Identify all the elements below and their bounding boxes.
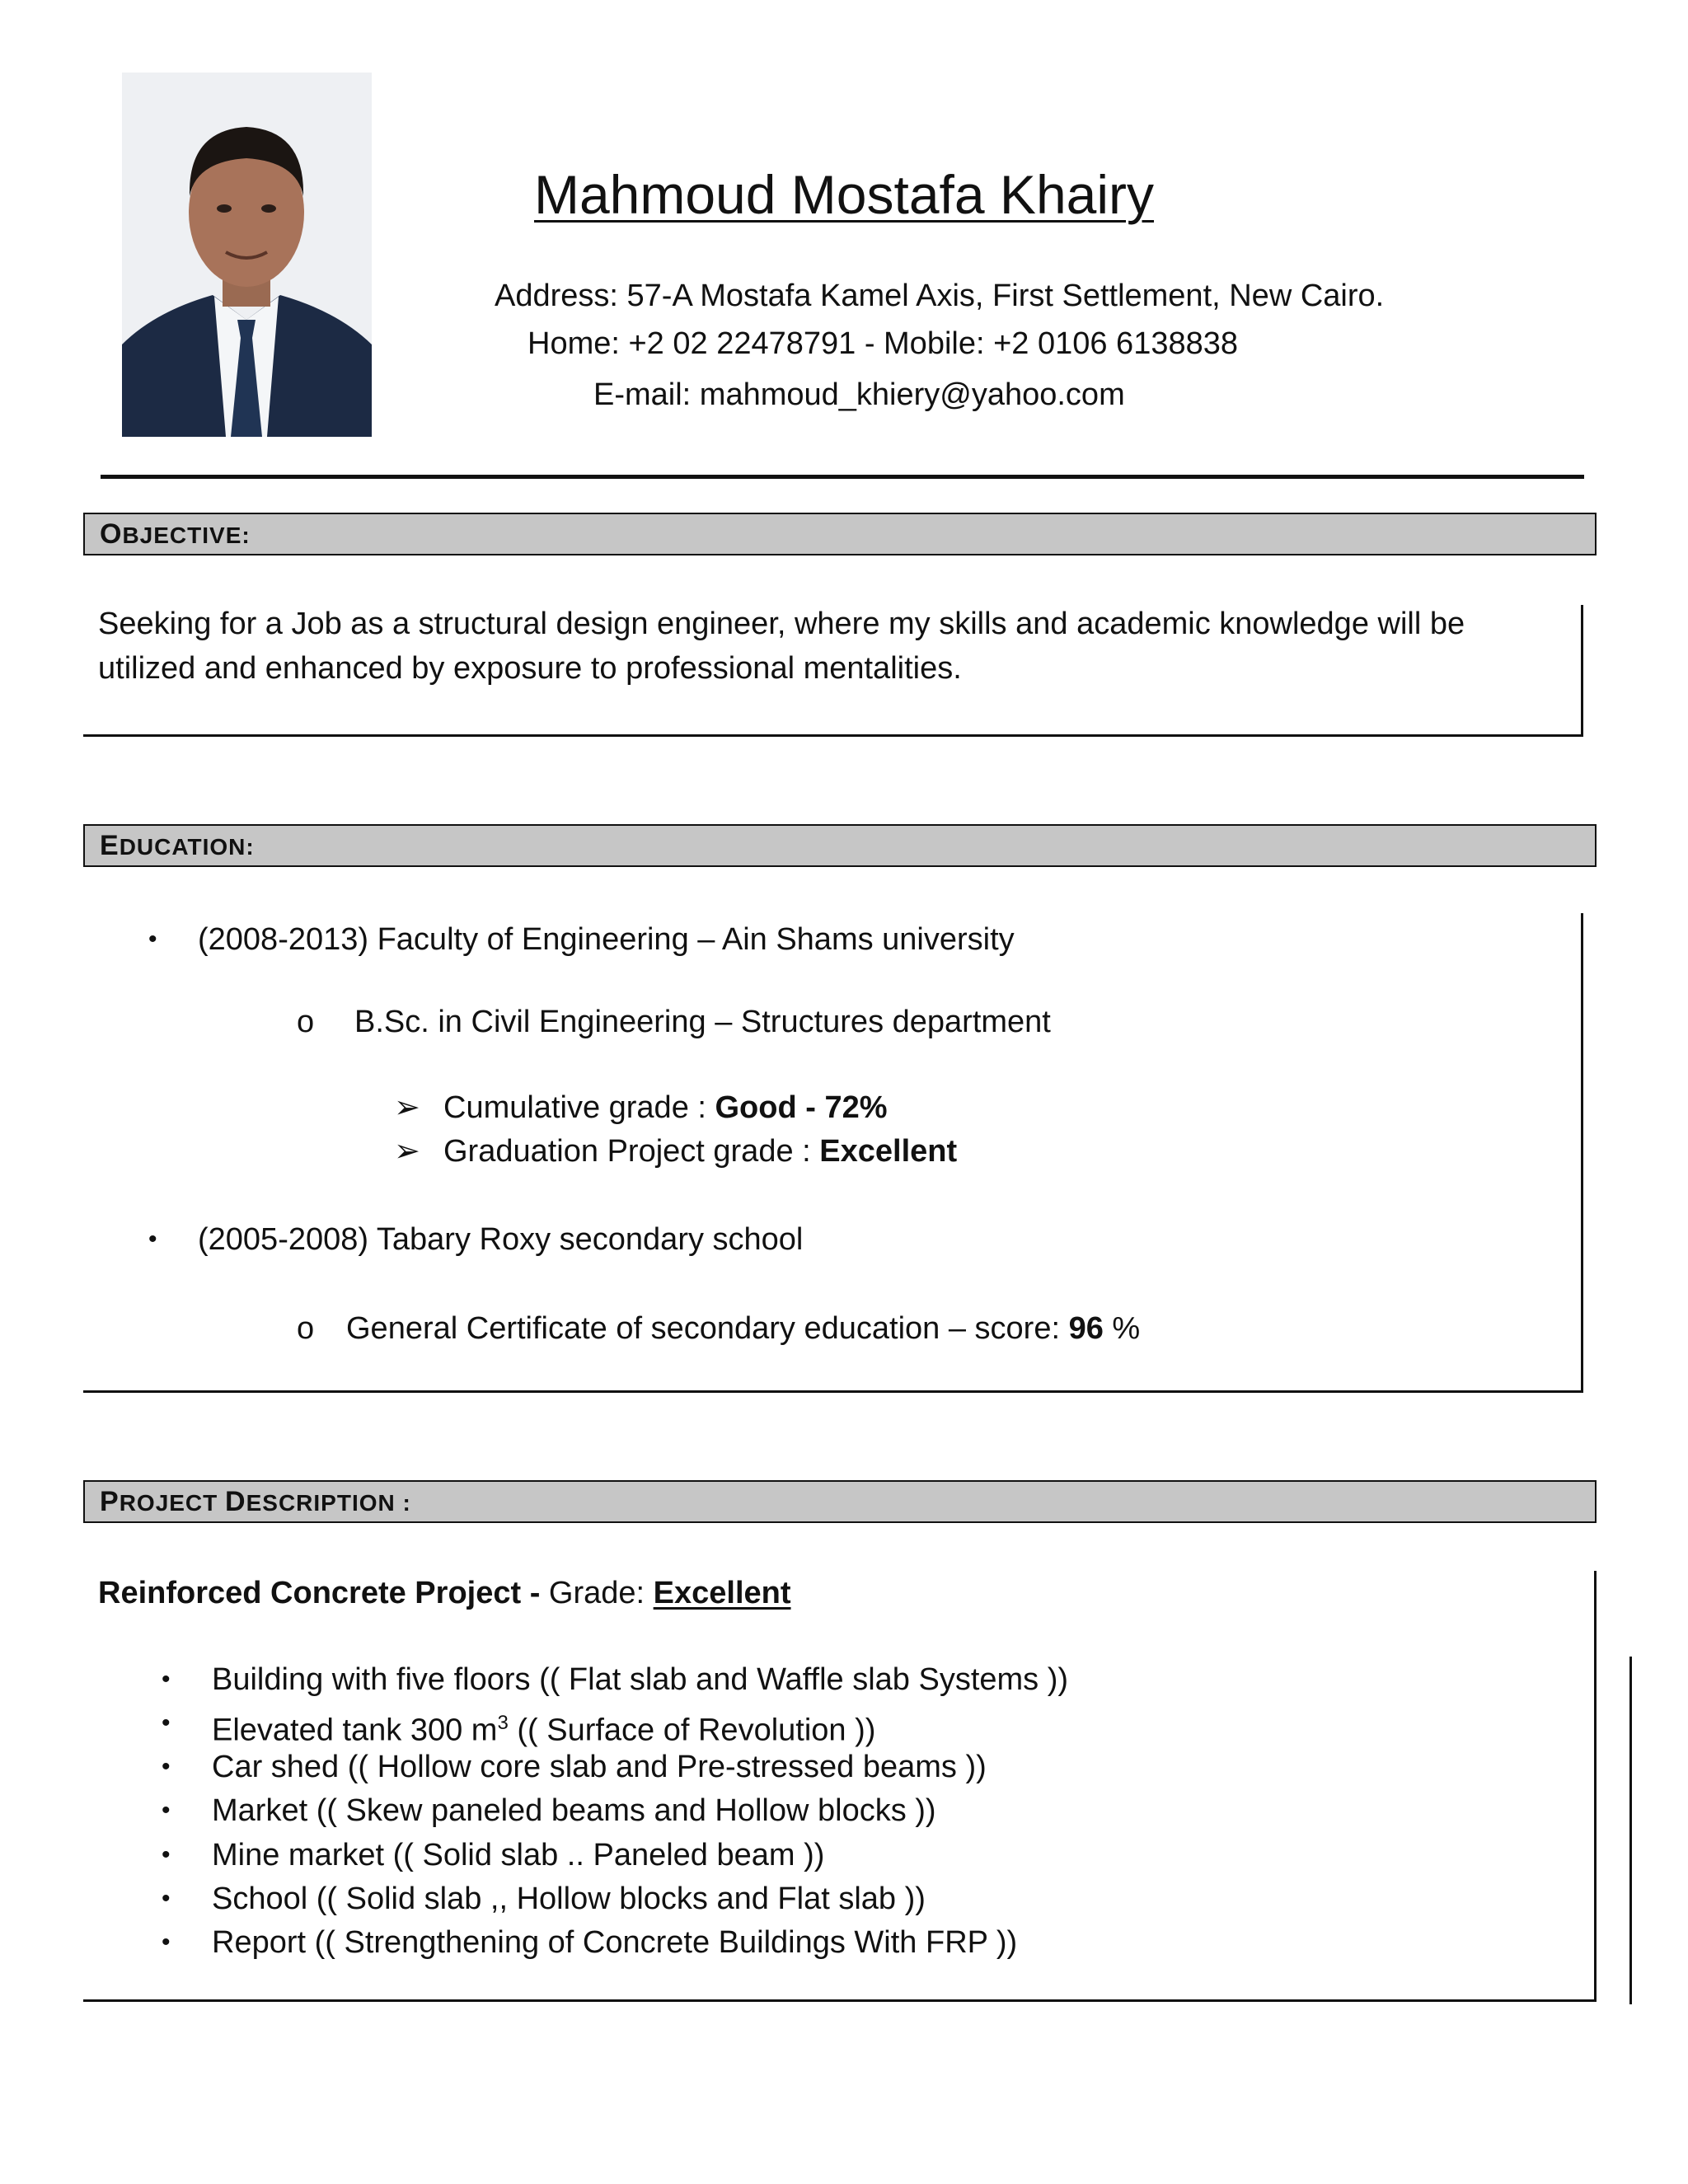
secondary-certificate: General Certificate of secondary education – score: 96 % bbox=[346, 1311, 1141, 1346]
project-item: Building with five floors (( Flat slab and Waffle slab Systems )) bbox=[212, 1662, 1069, 1697]
bullet-icon: • bbox=[162, 1841, 171, 1868]
project-item: Car shed (( Hollow core slab and Pre-stressed beams )) bbox=[212, 1750, 987, 1784]
education-entry-university: (2008-2013) Faculty of Engineering – Ain Shams university bbox=[198, 922, 1015, 957]
arrow-bullet-icon: ➢ bbox=[394, 1134, 420, 1169]
objective-text: Seeking for a Job as a structural design engineer, where my skills and academic knowledge will be utilized and enhanced by exposure to professional mentalities. bbox=[98, 607, 1465, 686]
education-degree: B.Sc. in Civil Engineering – Structures department bbox=[354, 1005, 1051, 1039]
project-section-bar: PROJECT DESCRIPTION : bbox=[83, 1480, 1597, 1523]
bullet-icon: • bbox=[148, 1226, 157, 1253]
education-section-bar: EDUCATION: bbox=[83, 824, 1597, 867]
bullet-icon: • bbox=[162, 1797, 171, 1824]
cumulative-grade: Cumulative grade : Good - 72% bbox=[443, 1090, 888, 1125]
email-line: E-mail: mahmoud_khiery@yahoo.com bbox=[593, 377, 1125, 412]
graduation-project-grade: Graduation Project grade : Excellent bbox=[443, 1134, 958, 1169]
bullet-icon: • bbox=[162, 1929, 171, 1956]
arrow-bullet-icon: ➢ bbox=[394, 1090, 420, 1125]
project-heading: Reinforced Concrete Project - Grade: Excellent bbox=[98, 1576, 791, 1610]
circle-bullet-icon: o bbox=[297, 1311, 315, 1346]
candidate-name: Mahmoud Mostafa Khairy bbox=[533, 164, 1154, 225]
phone-line: Home: +2 02 22478791 - Mobile: +2 0106 6138838 bbox=[528, 326, 1238, 361]
project-item: Market (( Skew paneled beams and Hollow blocks )) bbox=[212, 1793, 936, 1828]
bullet-icon: • bbox=[162, 1709, 171, 1736]
page-margin-line bbox=[1629, 1657, 1632, 2004]
bullet-icon: • bbox=[148, 926, 157, 953]
bullet-icon: • bbox=[162, 1885, 171, 1912]
education-entry-school: (2005-2008) Tabary Roxy secondary school bbox=[198, 1222, 804, 1257]
project-item: Mine market (( Solid slab .. Paneled beam )) bbox=[212, 1838, 825, 1872]
header-divider bbox=[101, 475, 1584, 479]
project-item: Elevated tank 300 $m^3$ (( Surface of Revolution )) bbox=[212, 1712, 876, 1748]
bullet-icon: • bbox=[162, 1753, 171, 1780]
address-line: Address: 57-A Mostafa Kamel Axis, First Settlement, New Cairo. bbox=[495, 279, 1385, 313]
project-item: School (( Solid slab ,, Hollow blocks and Flat slab )) bbox=[212, 1882, 926, 1916]
bullet-icon: • bbox=[162, 1666, 171, 1693]
project-item: Report (( Strengthening of Concrete Buildings With FRP )) bbox=[212, 1925, 1018, 1960]
profile-photo bbox=[122, 73, 372, 437]
objective-section-bar: OBJECTIVE: bbox=[83, 513, 1597, 555]
portrait-image bbox=[122, 73, 372, 437]
circle-bullet-icon: o bbox=[297, 1005, 315, 1039]
